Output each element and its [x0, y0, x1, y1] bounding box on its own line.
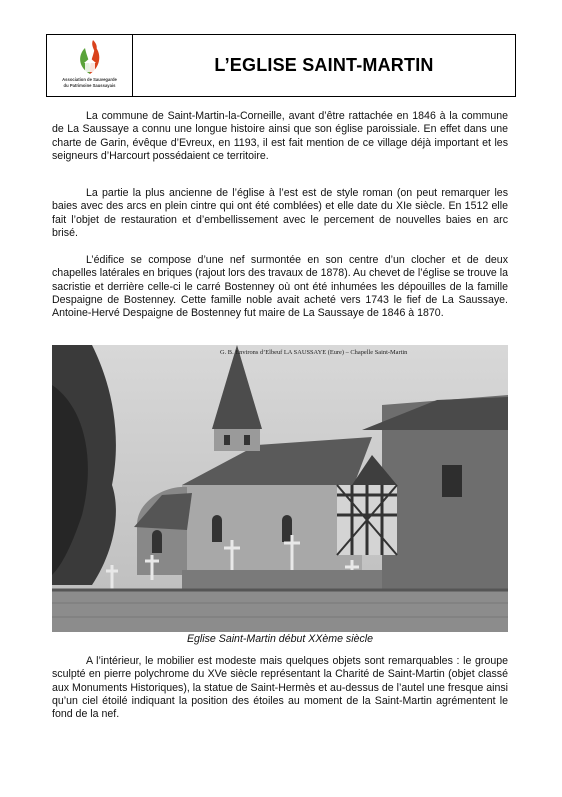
- paragraph-building: L’édifice se compose d’une nef surmontée en son centre d’un clocher et de deux chapelles latérales en briques (rajout lors des travaux de 1878). Au chevet de l’église se trouve la sacristie et derrière celle-ci le carré Bostenney où ont été inhumées les dépouilles de la famille Despaigne de Bostenney. Cette famille noble avait acheté vers 1743 le fief de La Saussaye. Antoine-Hervé Despaigne de Bostenney fut maire de La Saussaye de 1846 à 1870.: [52, 254, 508, 320]
- church-photo-image: [52, 345, 508, 632]
- logo: [47, 35, 133, 96]
- logo-line-2: du Patrimoine Saussayais: [63, 83, 116, 88]
- church-photo: [52, 345, 508, 632]
- photo-caption: Eglise Saint-Martin début XXème siècle: [186, 633, 374, 645]
- paragraph-interior: A l’intérieur, le mobilier est modeste mais quelques objets sont remarquables : le groupe sculpté en pierre polychrome du XVe siècle représentant la Charité de Saint-Martin (objet classé aux Monuments Historiques), la statue de Saint-Hermès et au-dessus de l’autel une fresque ainsi qu’un ciel étoilé indiquant la position des étoiles au moment de la Saint-Martin agrémentent le fond de la nef.: [52, 655, 508, 721]
- logo-line-1: Association de Sauvegarde: [62, 77, 117, 82]
- postcard-inscription: G. B. Environs d’Elbeuf LA SAUSSAYE (Eure) – Chapelle Saint-Martin: [220, 349, 408, 356]
- association-logo-icon: [77, 38, 103, 76]
- paragraph-history: La commune de Saint-Martin-la-Corneille, avant d’être rattachée en 1846 à la commune de La Saussaye a connu une longue histoire ainsi que son église paroissiale. En effet dans une charte de Garin, évêque d’Evreux, en 1193, il est fait mention de ce village déjà important et les seigneurs d’Harcourt possédaient ce territoire.: [52, 110, 508, 162]
- header-box: [46, 34, 516, 97]
- paragraph-style: La partie la plus ancienne de l’église à l’est est de style roman (on peut remarquer les baies avec des arcs en plein cintre qui ont été comblées) et elle date du XIe siècle. En 1512 elle fait l’objet de restauration et d’embellissement avec le percement de nouvelles baies en arc brisé.: [52, 187, 508, 239]
- page-title: L’EGLISE SAINT-MARTIN: [214, 55, 434, 75]
